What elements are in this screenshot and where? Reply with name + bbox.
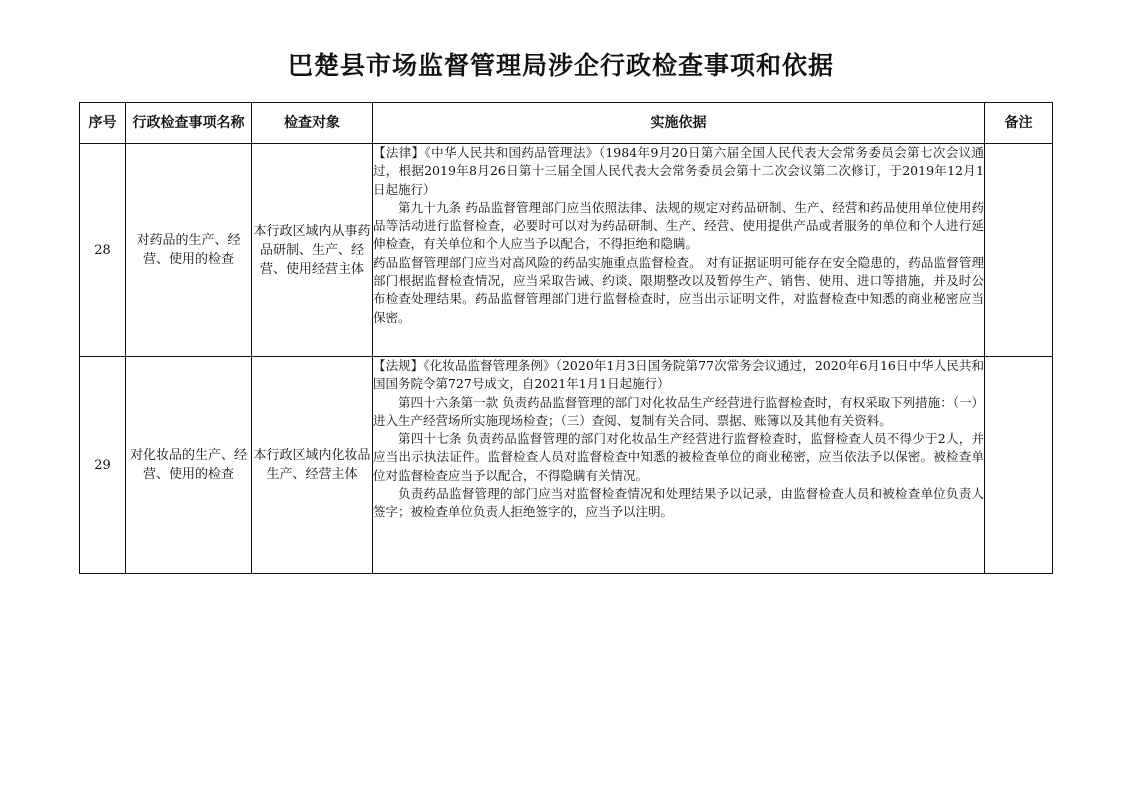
table-row [80, 357, 1053, 574]
basis-paragraph: 第四十六条第一款 负责药品监督管理的部门对化妆品生产经营进行监督检查时，有权采取下列措施：（一）进入生产经营场所实施现场检查；（三）查阅、复制有关合同、票据、账簿以及其他有关资料。 [373, 394, 984, 428]
table-row [80, 144, 1053, 357]
basis-paragraph: 负责药品监督管理的部门应当对监督检查情况和处理结果予以记录，由监督检查人员和被检查单位负责人签字；被检查单位负责人拒绝签字的，应当予以注明。 [373, 486, 984, 520]
row-target: 本行政区域内化妆品生产、经营主体 [252, 357, 373, 574]
basis-paragraph: 【法规】《化妆品监督管理条例》（2020年1月3日国务院第77次常务会议通过，2020年6月16日中华人民共和国国务院令第727号成文，自2021年1月1日起施行） [373, 358, 984, 392]
basis-paragraph: 第九十九条 药品监督管理部门应当依照法律、法规的规定对药品研制、生产、经营和药品使用单位使用药品等活动进行监督检查，必要时可以对为药品研制、生产、经营、使用提供产品或者服务的单位和个人进行延伸检查，有关单位和个人应当予以配合，不得拒绝和隐瞒。 [373, 199, 984, 252]
header-seq: 序号 [80, 103, 126, 144]
row-item: 对药品的生产、经营、使用的检查 [126, 144, 252, 357]
header-target: 检查对象 [252, 103, 373, 144]
basis-paragraph: 第四十七条 负责药品监督管理的部门对化妆品生产经营进行监督检查时，监督检查人员不得少于2人，并应当出示执法证件。监督检查人员对监督检查中知悉的被检查单位的商业秘密，应当依法予以保密。被检查单位对监督检查应当予以配合，不得隐瞒有关情况。 [373, 431, 984, 483]
header-item: 行政检查事项名称 [126, 103, 252, 144]
row-seq: 29 [80, 357, 126, 574]
basis-paragraph: 药品监督管理部门应当对高风险的药品实施重点监督检查。 对有证据证明可能存在安全隐患的，药品监督管理部门根据监督检查情况，应当采取告诫、约谈、限期整改以及暂停生产、销售、使用、进口等措施，并及时公布检查处理结果。药品监督管理部门进行监督检查时，应当出示证明文件，对监督检查中知悉的商业秘密应当保密。 [373, 254, 984, 325]
row-item: 对化妆品的生产、经营、使用的检查 [126, 357, 252, 574]
row-basis [373, 144, 985, 357]
page-title: 巴楚县市场监督管理局涉企行政检查事项和依据 [287, 51, 834, 80]
row-note [985, 357, 1053, 574]
row-basis [373, 357, 985, 574]
table-header-row [80, 103, 1053, 144]
row-target: 本行政区域内从事药品研制、生产、经营、使用经营主体 [252, 144, 373, 357]
row-note [985, 144, 1053, 357]
row-seq: 28 [80, 144, 126, 357]
header-basis: 实施依据 [373, 103, 985, 144]
header-note: 备注 [985, 103, 1053, 144]
basis-paragraph: 【法律】《中华人民共和国药品管理法》（1984年9月20日第六届全国人民代表大会常务委员会第七次会议通过，根据2019年8月26日第十三届全国人民代表大会常务委员会第十二次会议第二次修订，于2019年12月1日起施行） [373, 145, 984, 197]
inspection-table [79, 102, 1053, 574]
